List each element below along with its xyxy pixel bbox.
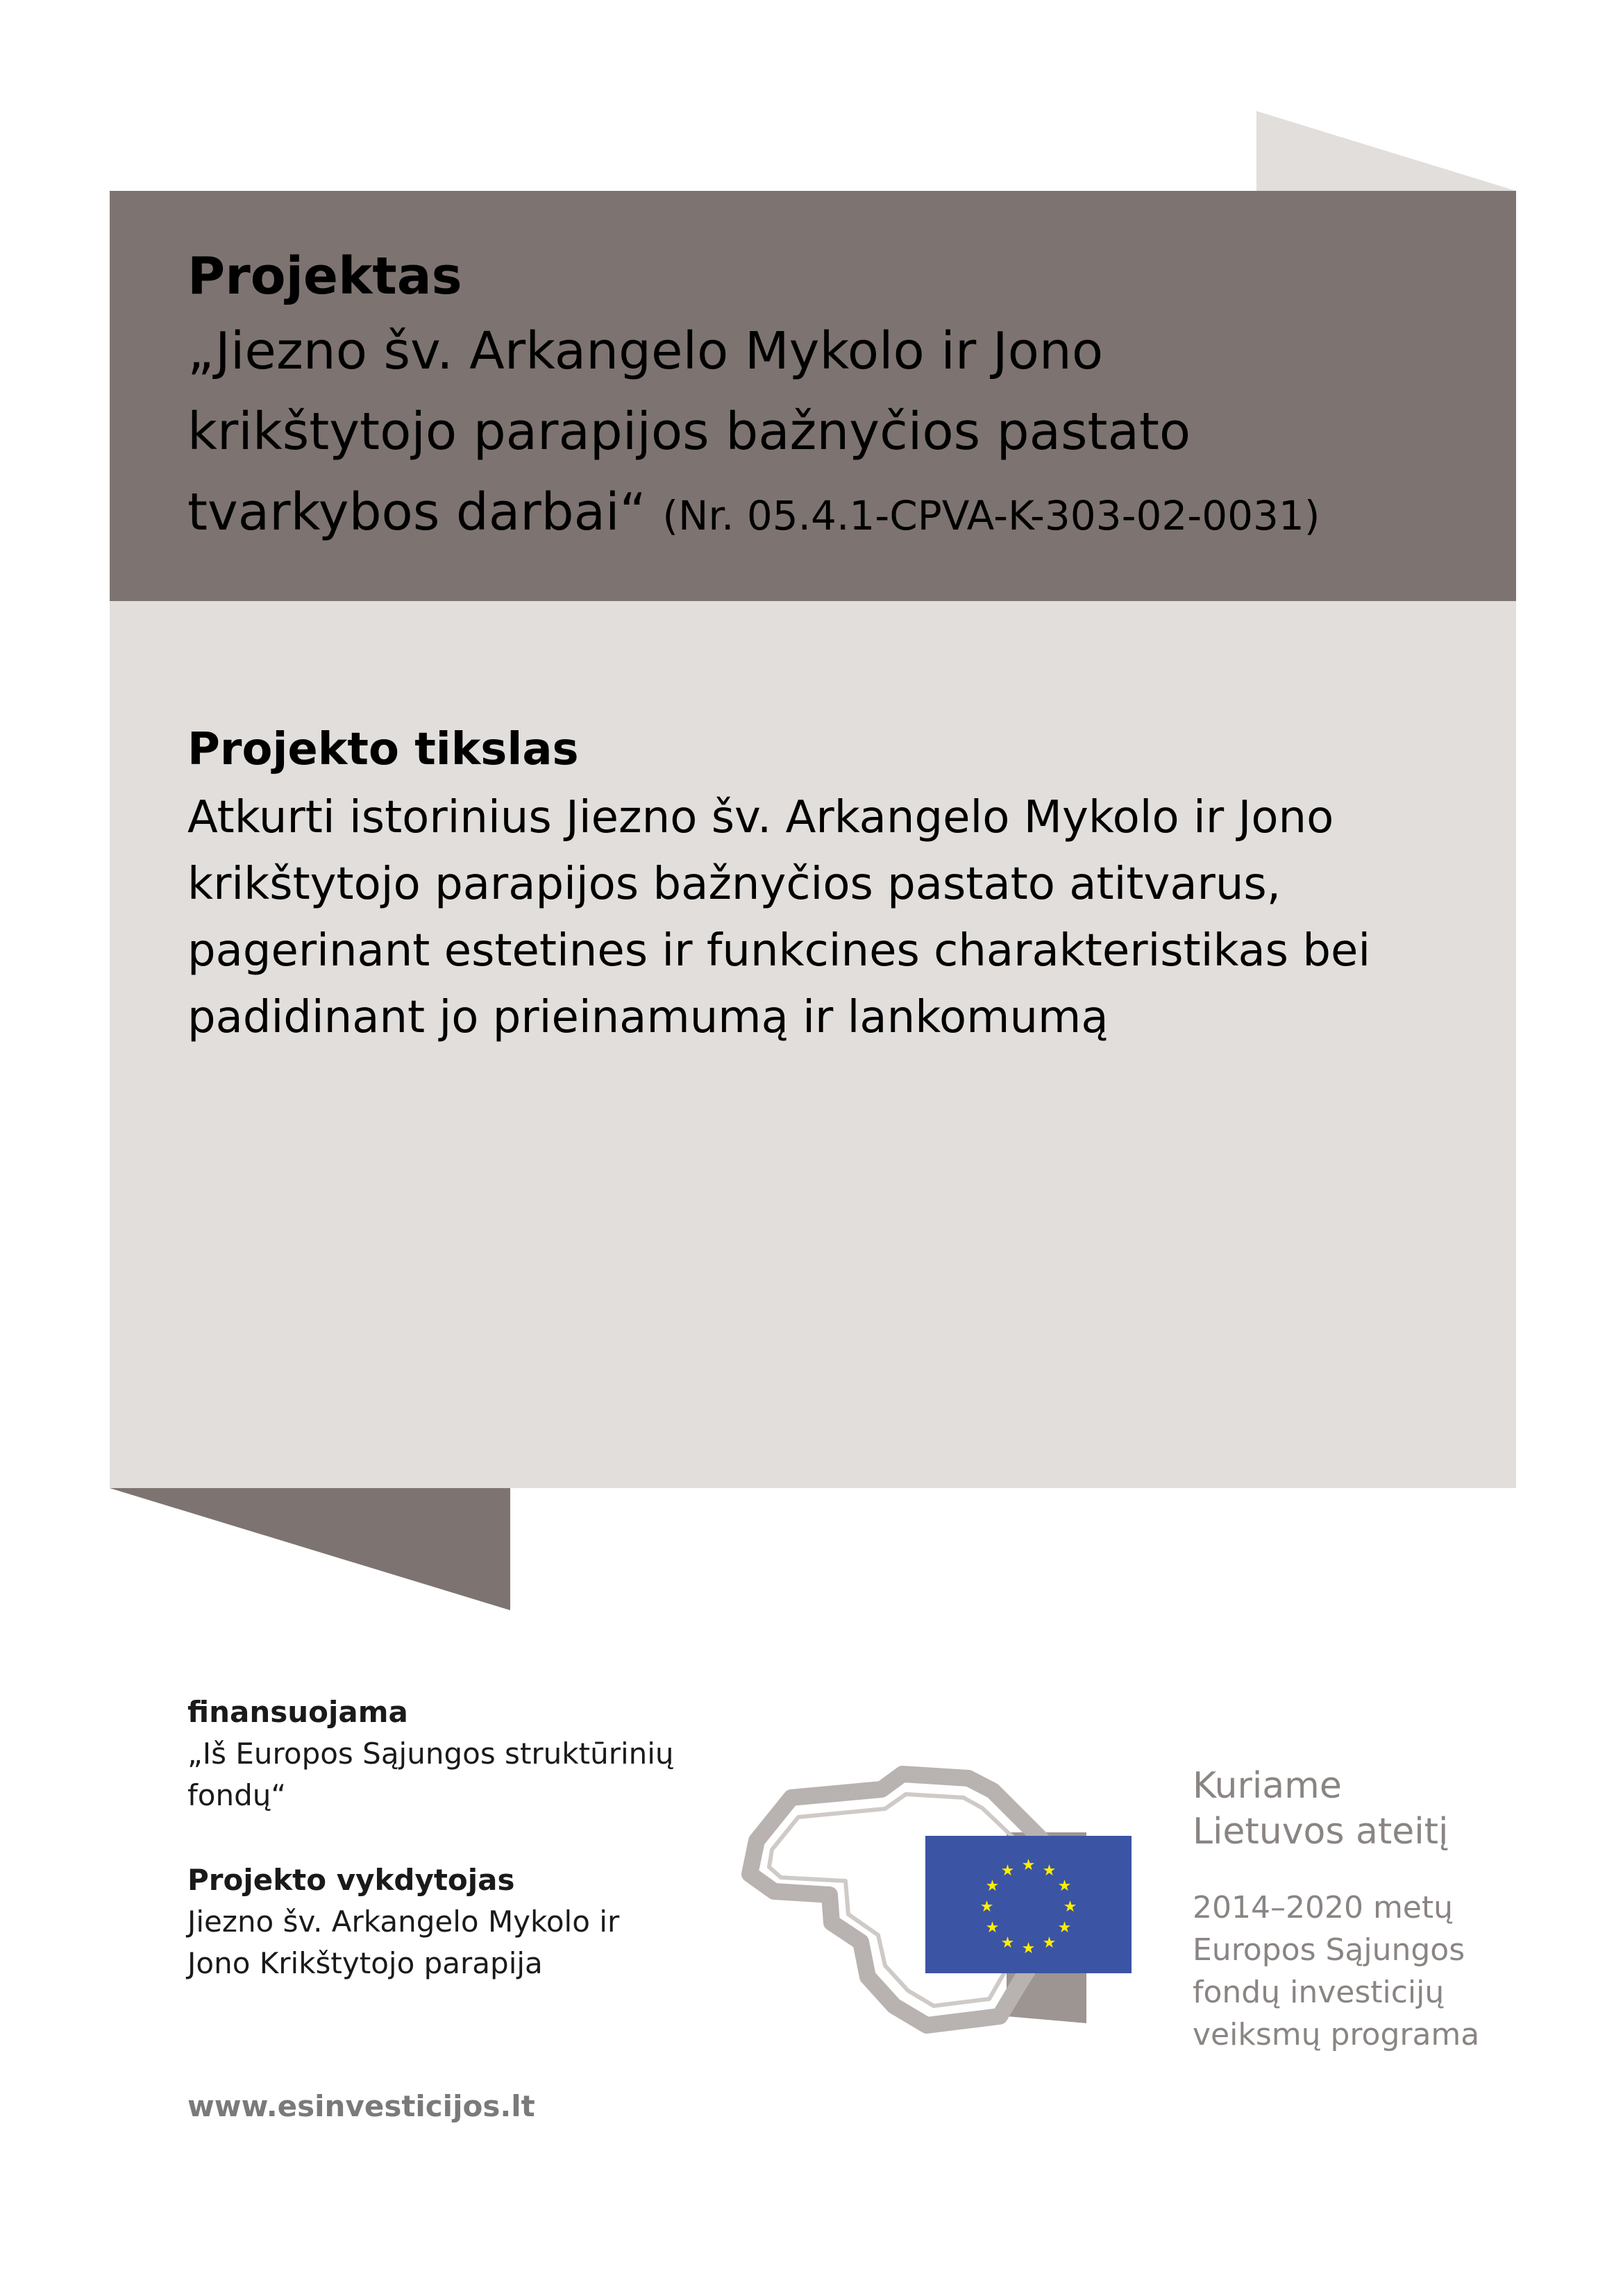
website-link[interactable]: www.esinvesticijos.lt bbox=[187, 2089, 535, 2123]
goal-heading: Projekto tikslas bbox=[187, 724, 579, 775]
project-goal bbox=[187, 715, 1506, 1051]
eu-star-icon: ★ bbox=[1042, 1934, 1057, 1952]
logo-slogan-line: Lietuvos ateitį bbox=[1193, 1811, 1449, 1852]
project-title-line: „Jiezno šv. Arkangelo Mykolo ir Jono bbox=[187, 321, 1104, 381]
goal-line: padidinant jo prieinamumą ir lankomumą bbox=[187, 992, 1109, 1043]
funding-line: „Iš Europos Sąjungos struktūrinių bbox=[187, 1737, 674, 1771]
logo-slogan-line: Kuriame bbox=[1193, 1765, 1342, 1807]
eu-star-icon: ★ bbox=[1057, 1919, 1072, 1936]
eu-star-icon: ★ bbox=[1063, 1898, 1077, 1916]
funding-line: fondų“ bbox=[187, 1778, 287, 1812]
executor-line: Jiezno šv. Arkangelo Mykolo ir bbox=[187, 1905, 620, 1939]
logo-program-line: 2014–2020 metų bbox=[1193, 1890, 1454, 1925]
eu-star-icon: ★ bbox=[1042, 1862, 1057, 1880]
project-header bbox=[187, 242, 1506, 556]
executor-heading: Projekto vykdytojas bbox=[187, 1863, 515, 1897]
eu-star-icon: ★ bbox=[1000, 1862, 1015, 1880]
top-fold-flap bbox=[1256, 111, 1516, 191]
eu-star-icon: ★ bbox=[979, 1898, 994, 1916]
eu-star-icon: ★ bbox=[1000, 1934, 1015, 1952]
goal-line: pagerinant estetines ir funkcines charakteristikas bei bbox=[187, 925, 1371, 977]
eu-star-icon: ★ bbox=[1021, 1940, 1036, 1957]
logo-program-line: Europos Sąjungos bbox=[1193, 1932, 1465, 1968]
bottom-fold-flap bbox=[110, 1488, 510, 1610]
eu-star-icon: ★ bbox=[1057, 1877, 1072, 1895]
executor-line: Jono Krikštytojo parapija bbox=[187, 1946, 543, 1980]
logo-program-line: fondų investicijų bbox=[1193, 1975, 1445, 2010]
eu-star-icon: ★ bbox=[985, 1877, 1000, 1895]
logo-spacer bbox=[1193, 1855, 1554, 1886]
eu-star-icon: ★ bbox=[1021, 1857, 1036, 1874]
funding-heading: finansuojama bbox=[187, 1695, 408, 1729]
project-title-last-line bbox=[187, 472, 1506, 556]
logo-program-line: veiksmų programa bbox=[1193, 2017, 1480, 2052]
logo-caption bbox=[1193, 1763, 1554, 2056]
eu-star-icon: ★ bbox=[985, 1919, 1000, 1936]
info-spacer bbox=[187, 1816, 777, 1859]
goal-line: Atkurti istorinius Jiezno šv. Arkangelo Mykolo ir Jono bbox=[187, 792, 1334, 843]
project-number: (Nr. 05.4.1-CPVA-K-303-02-0031) bbox=[662, 492, 1320, 539]
project-title-line: tvarkybos darbai“ bbox=[187, 482, 646, 542]
project-title-line: krikštytojo parapijos bažnyčios pastato bbox=[187, 402, 1191, 462]
goal-line: krikštytojo parapijos bažnyčios pastato atitvarus, bbox=[187, 859, 1281, 910]
lithuania-map-logo bbox=[750, 1774, 1132, 2025]
project-heading: Projektas bbox=[187, 246, 462, 306]
project-info bbox=[187, 1691, 777, 1984]
